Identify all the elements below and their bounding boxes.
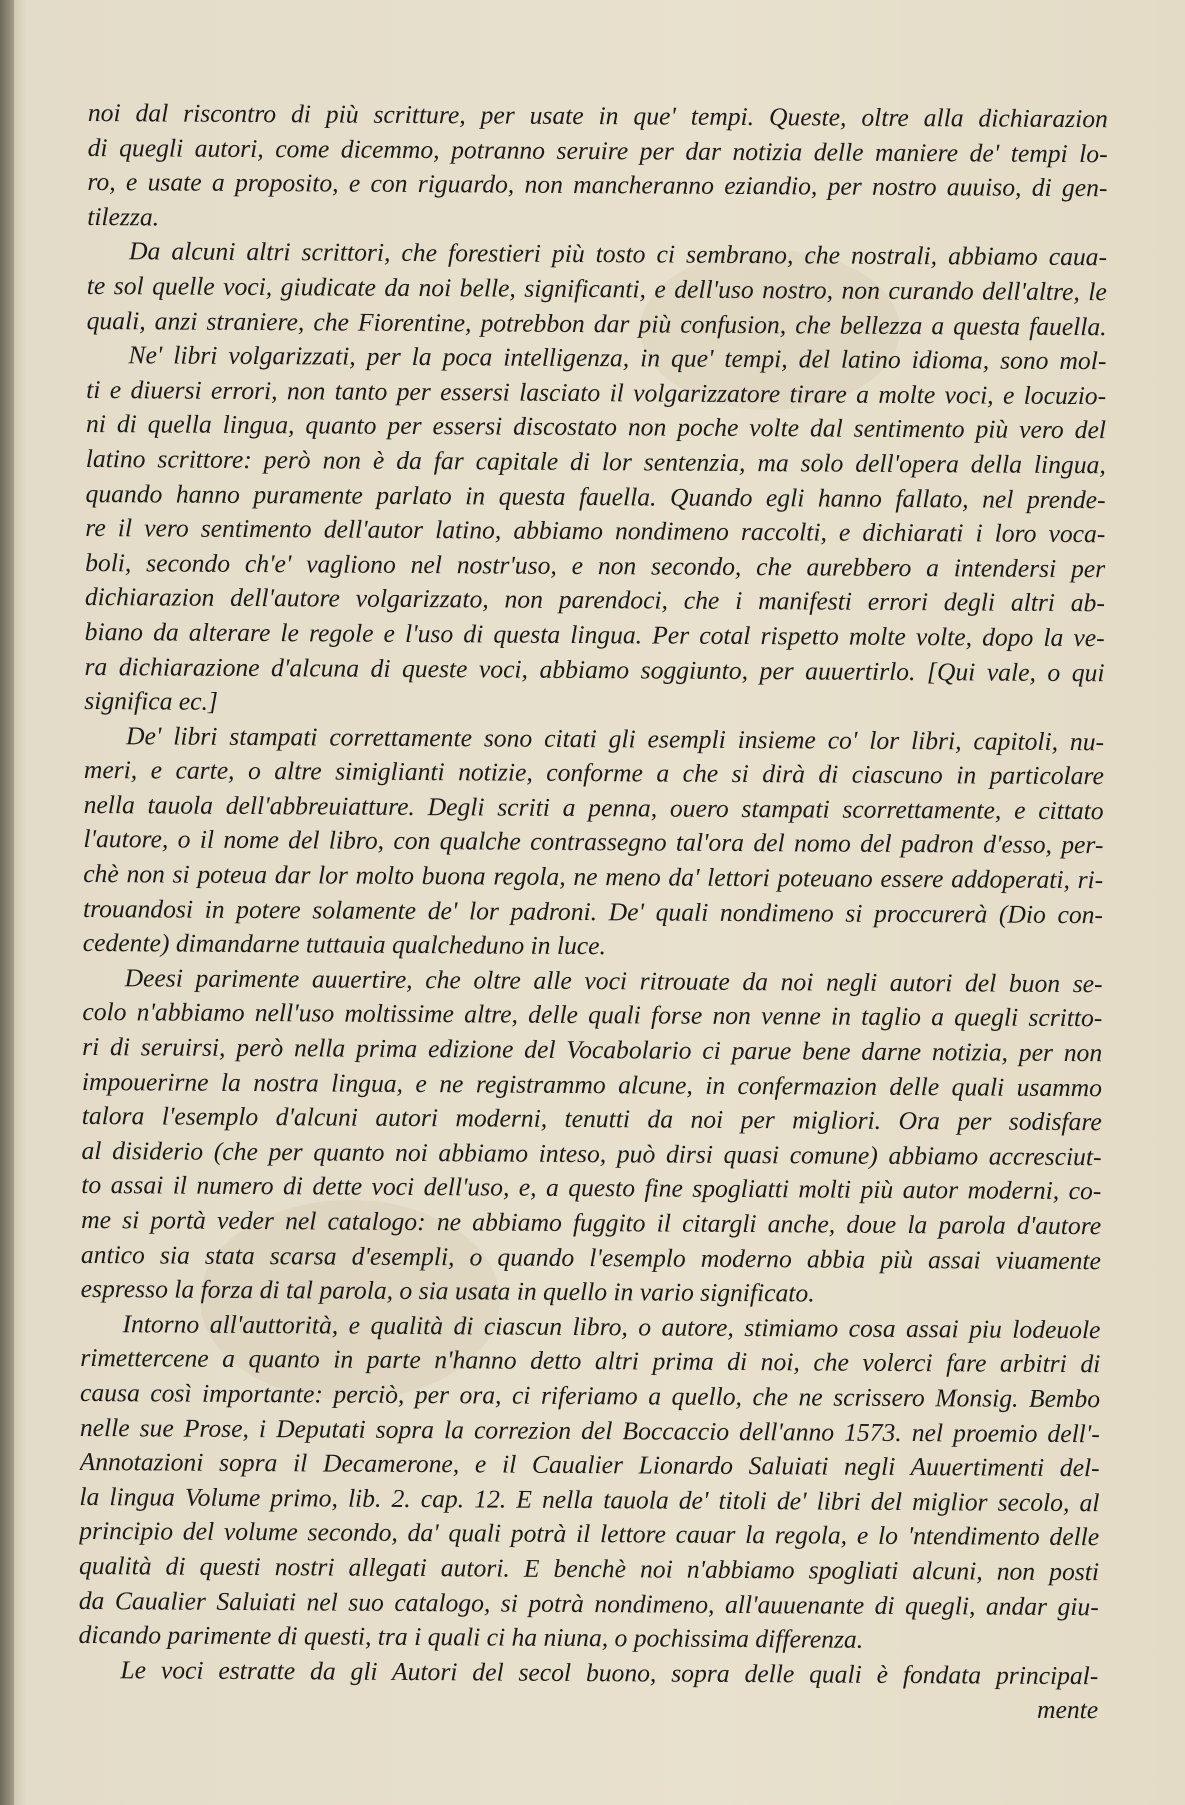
text-line: al disiderio (che per quanto noi abbiamo inteso, può dirsi quasi comune) abbiamo accresciut- xyxy=(81,1135,1102,1172)
text-line: principio del volume secondo, da' quali potrà il lettore cauar la regola, e lo 'ntendimento delle xyxy=(79,1516,1100,1552)
text-line: ti e diuersi errori, non tanto per essersi lasciato il volgarizzatore tirare a molte voci, e locuzio- xyxy=(86,374,1107,410)
text-line: nelle sue Prose, i Deputati sopra la correzion del Boccaccio dell'anno 1573. nel proemio dell'- xyxy=(79,1412,1100,1448)
catchword: mente xyxy=(1036,1695,1099,1725)
page-text xyxy=(78,96,1108,1728)
text-line: Da alcuni altri scrittori, che forestieri più tosto ci sembrano, che nostrali, abbiamo caua- xyxy=(128,236,1108,272)
page-spine-edge xyxy=(0,0,14,1805)
text-line: cedente) dimandarne tuttauia qualcheduno in luce. xyxy=(82,928,607,961)
text-line: qualità di questi nostri allegati autori. E benchè noi n'abbiamo spogliati alcuni, non posti xyxy=(78,1550,1100,1587)
text-line: tilezza. xyxy=(87,201,160,232)
text-line: nella tauola dell'abbreuiatture. Degli scriti a penna, ouero stampati scorrettamente, e cittato xyxy=(83,789,1104,826)
text-line: da Caualier Saluiati nel suo catalogo, si potrà nondimeno, all'auuenante di quegli, andar giu- xyxy=(78,1585,1099,1621)
text-line: espresso la forza di tal parola, o sia usata in quello in vario significato. xyxy=(80,1274,815,1308)
text-line: colo n'abbiamo nell'uso moltissime altre, delle quali forse non venne in taglio a quegli scritto- xyxy=(82,997,1103,1033)
paragraph-1 xyxy=(87,96,1108,241)
text-line: quando hanno puramente parlato in questa fauella. Quando egli hanno fallato, nel prende- xyxy=(85,478,1106,514)
text-line: di quegli autori, come dicemmo, potranno seruire per dar notizia delle maniere de' tempi lo- xyxy=(87,132,1108,168)
text-line: me si portà veder nel catalogo: ne abbiamo fuggito il citargli anche, doue la parola d'autore xyxy=(81,1204,1102,1241)
text-line: chè non si poteua dar lor molto buona regola, ne meno da' lettori poteuano essere addoperati, ri- xyxy=(83,859,1104,895)
text-line: ri di seruirsi, però nella prima edizione del Vocabolario ci parue bene darne notizia, per non xyxy=(82,1032,1103,1068)
text-line: significa ec.] xyxy=(84,686,219,716)
text-line: ra dichiarazione d'alcuna di queste voci, abbiamo soggiunto, per auuertirlo. [Qui vale, o qui xyxy=(84,651,1105,687)
text-line: re il vero sentimento dell'autor latino, abbiamo nondimeno raccolti, e dichiarati i loro voca- xyxy=(85,513,1106,549)
paragraph-7 xyxy=(78,1653,1098,1728)
paragraph-4 xyxy=(83,719,1104,967)
text-line: noi dal riscontro di più scritture, per usate in que' tempi. Queste, oltre alla dichiarazion xyxy=(87,97,1108,134)
text-line: trouandosi in potere solamente de' lor padroni. De' quali nondimeno si proccurerà (Dio con- xyxy=(82,893,1104,929)
text-line: De' libri stampati correttamente sono citati gli esempli insieme co' lor libri, capitoli, nu- xyxy=(126,720,1105,756)
text-line: ni di quella lingua, quanto per essersi discostato non poche volte dal sentimento più vero del xyxy=(85,409,1107,445)
text-line: impouerirne la nostra lingua, e ne registrammo alcune, in confermazion delle quali usammo xyxy=(81,1066,1103,1102)
text-line: Intorno all'auttorità, e qualità di ciascun libro, o autore, stimiamo cosa assai piu lodeuole xyxy=(122,1309,1101,1344)
text-line: talora l'esemplo d'alcuni autori moderni, tenutti da noi per migliori. Ora per sodisfare xyxy=(81,1101,1102,1137)
text-line: to assai il numero di dette voci dell'uso, e, a questo fine spogliatti molti più autor moderni, co- xyxy=(81,1170,1102,1206)
paragraph-5 xyxy=(81,961,1103,1313)
text-line: causa così importante: perciò, per ora, ci riferiamo a quello, che ne scrissero Monsig. Bembo xyxy=(79,1377,1101,1414)
paragraph-3 xyxy=(84,338,1106,725)
text-line: rimettercene a quanto in parte n'hanno detto altri prima di noi, che volerci fare arbitri di xyxy=(80,1343,1101,1379)
text-line: biano da alterare le regole e l'uso di questa lingua. Per cotal rispetto molte volte, dopo la ve- xyxy=(84,616,1105,653)
text-line: Ne' libri volgarizzati, per la poca intelligenza, in que' tempi, del latino idioma, sono mol- xyxy=(128,340,1107,376)
text-line: Deesi parimente auuertire, che oltre alle voci ritrouate da noi negli autori del buon se- xyxy=(124,963,1103,999)
text-line: te sol quelle voci, giudicate da noi belle, significanti, e dell'uso nostro, non curando dell'altre, le xyxy=(86,270,1107,307)
text-line: antico sia stata scarsa d'esempli, o quando l'esemplo moderno abbia più assai viuamente xyxy=(80,1239,1101,1275)
text-line: quali, anzi straniere, che Fiorentine, potrebbon dar più confusion, che bellezza a questa fauella. xyxy=(86,305,1107,341)
text-line: dicando parimente di questi, tra i quali ci ha niuna, o pochissima differenza. xyxy=(78,1620,864,1654)
text-line: dichiarazion dell'autore volgarizzato, non parendoci, che i manifesti errori degli altri ab- xyxy=(84,582,1106,618)
text-line: meri, e carte, o altre simiglianti notizie, conforme a che si dirà di ciascuno in particolare xyxy=(83,755,1104,791)
text-line: latino scrittore: però non è da far capitale di lor sentenzia, ma solo dell'opera della lingua, xyxy=(85,443,1106,480)
text-line: ro, e usate a proposito, e con riguardo, non mancheranno eziandio, per nostro auuiso, di gen- xyxy=(87,167,1108,203)
text-line: Le voci estratte da gli Autori del secol buono, sopra delle quali è fondata principal- xyxy=(120,1654,1099,1690)
text-line: l'autore, o il nome del libro, con qualche contrassegno tal'ora del nomo del padron d'esso, per- xyxy=(83,824,1104,860)
paragraph-2 xyxy=(87,234,1108,344)
text-line: Annotazioni sopra il Decamerone, e il Caualier Lionardo Saluiati negli Auuertimenti del- xyxy=(79,1447,1100,1483)
text-line: boli, secondo ch'e' vagliono nel nostr'uso, e non secondo, che aurebbero a intendersi per xyxy=(85,547,1106,583)
paragraph-6 xyxy=(78,1307,1100,1659)
text-line: la lingua Volume primo, lib. 2. cap. 12. E nella tauola de' titoli de' libri del miglior secolo, al xyxy=(79,1481,1100,1517)
